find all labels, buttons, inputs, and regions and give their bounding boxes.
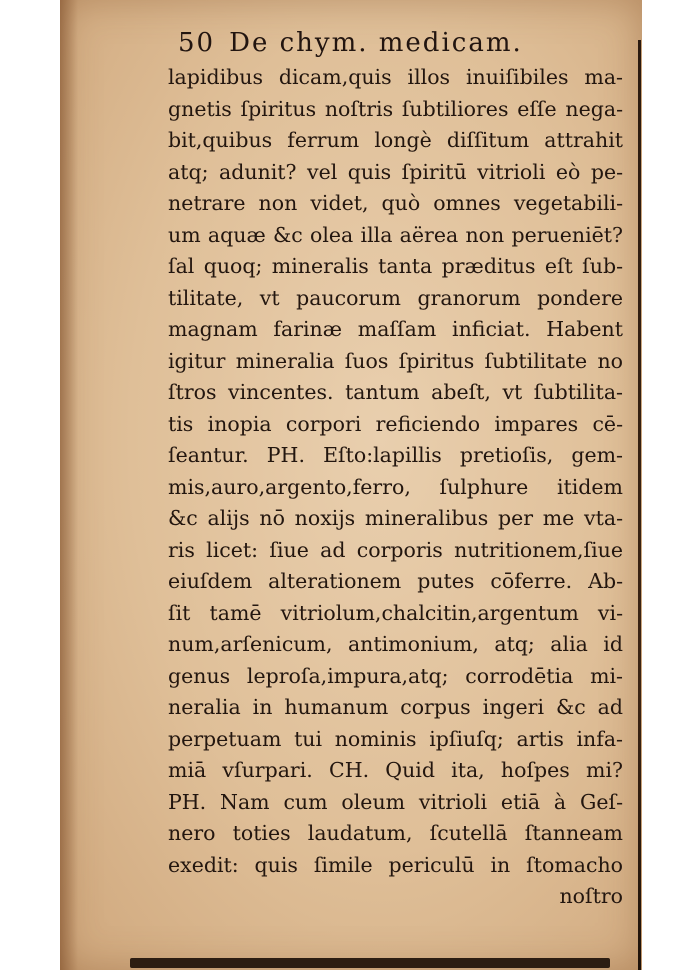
text-line: magnam farinæ maſſam inficiat. Habent — [168, 317, 623, 341]
text-line: bit,quibus ferrum longè diſſitum attrahit — [168, 128, 623, 152]
text-line: tilitate, vt paucorum granorum pondere — [168, 285, 623, 310]
text-line: ris licet: ſiue ad corporis nutritionem,ſiue — [168, 537, 623, 562]
text-line: mis,auro,argento,ferro, ſulphure itidem — [168, 474, 623, 499]
text-line: exedit: quis ſimile periculū in ſtomacho — [168, 852, 623, 877]
text-line: atq; adunit? vel quis ſpiritū vitrioli eò pe- — [168, 159, 623, 184]
page-bottom-edge — [130, 958, 610, 968]
page-number: 50 — [178, 28, 216, 58]
catchword: noſtro — [559, 884, 623, 908]
text-line: PH. Nam cum oleum vitrioli etiā à Geſ- — [168, 789, 623, 814]
text-line: tis inopia corpori reficiendo impares cē- — [168, 411, 623, 436]
text-line: &c alijs nō noxijs mineralibus per me vta- — [168, 506, 623, 530]
text-line: num,arſenicum, antimonium, atq; alia id — [168, 632, 623, 656]
text-line: igitur mineralia ſuos ſpiritus ſubtilitate no — [168, 348, 623, 373]
running-title: De chym. medicam. — [229, 28, 523, 58]
text-line: ſtros vincentes. tantum abeſt, vt ſubtilita- — [168, 380, 623, 404]
text-line: nero toties laudatum, ſcutellā ſtanneam — [168, 821, 623, 845]
text-line: ſit tamē vitriolum,chalcitin,argentum vi- — [168, 600, 623, 625]
text-line: um aquæ &c olea illa aërea non perueniēt? — [168, 222, 623, 247]
text-line: ſal quoq; mineralis tanta præditus eſt ſub- — [168, 254, 623, 278]
body-text — [168, 62, 623, 913]
text-line: eiuſdem alterationem putes cōferre. Ab- — [168, 569, 623, 593]
text-line: genus leproſa,impura,atq; corrodētia mi- — [168, 663, 623, 688]
text-line: miā vſurpari. CH. Quid ita, hoſpes mi? — [168, 758, 623, 782]
text-line: perpetuam tui nominis ipſiuſq; artis infa- — [168, 726, 623, 751]
text-line: neralia in humanum corpus ingeri &c ad — [168, 695, 623, 719]
text-line: gnetis ſpiritus noſtris ſubtiliores eſſe nega- — [168, 96, 623, 121]
text-line: lapidibus dicam,quis illos inuiſibiles ma- — [168, 65, 623, 89]
text-line: ſeantur. PH. Eſto:lapillis pretioſis, gem- — [168, 443, 623, 467]
text-line: netrare non videt, quò omnes vegetabili- — [168, 191, 623, 215]
running-header — [178, 28, 523, 58]
page-edge-shadow — [638, 40, 641, 970]
